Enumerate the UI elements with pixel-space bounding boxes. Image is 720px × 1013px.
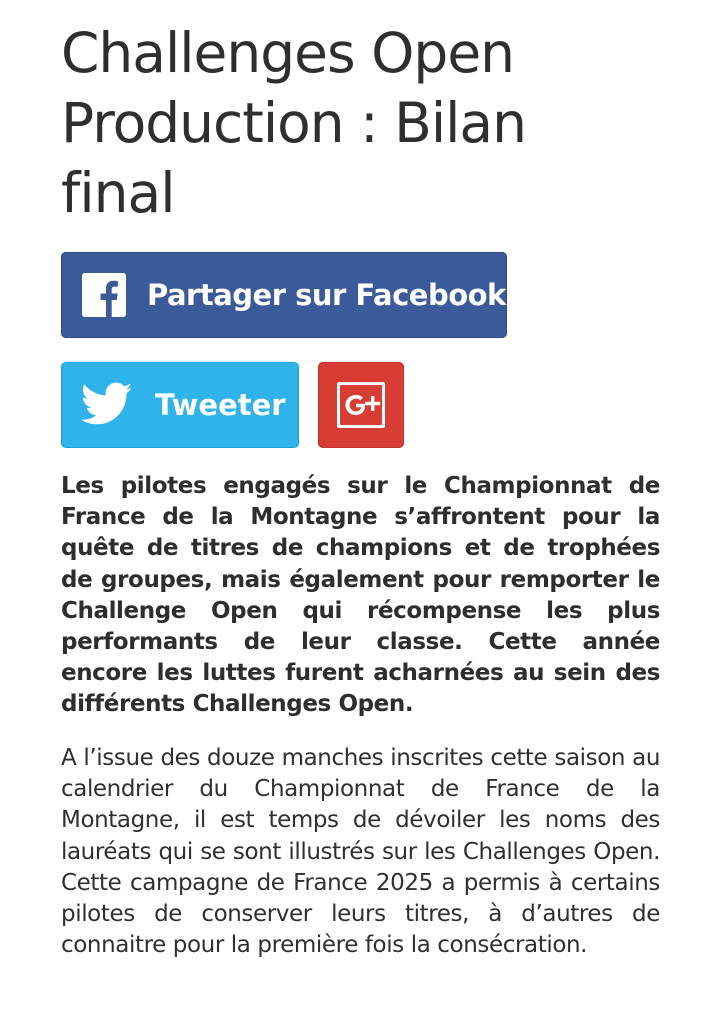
tweet-label: Tweeter	[155, 388, 286, 422]
share-facebook-label: Partager sur Facebook	[147, 278, 506, 312]
share-facebook-button[interactable]	[61, 252, 507, 338]
tweet-button[interactable]	[61, 362, 299, 448]
google-plus-icon	[337, 382, 385, 428]
facebook-icon	[82, 273, 126, 317]
twitter-bird-icon	[81, 382, 133, 428]
article-paragraph: A l’issue des douze manches inscrites cette saison au calendrier du Championnat de France de la Montagne, il est temps de dévoiler les noms des lauréats qui se sont illustrés sur les Challenges Open. Cette campagne de France 2025 a permis à certains pilotes de conserver leurs titres, à d’autres de connaitre pour la première fois la consécration.	[61, 745, 660, 959]
article	[61, 18, 661, 959]
article-lead: Les pilotes engagés sur le Championnat de France de la Montagne s’affrontent pour la quête de titres de champions et de trophées de groupes, mais également pour remporter le Challenge Open qui récompense les plus performants de leur classe. Cette année encore les luttes furent acharnées au sein des différents Challenges Open.	[61, 473, 660, 718]
article-title: Challenges Open Production : Bilan final	[61, 21, 526, 225]
google-plus-button[interactable]	[318, 362, 404, 448]
